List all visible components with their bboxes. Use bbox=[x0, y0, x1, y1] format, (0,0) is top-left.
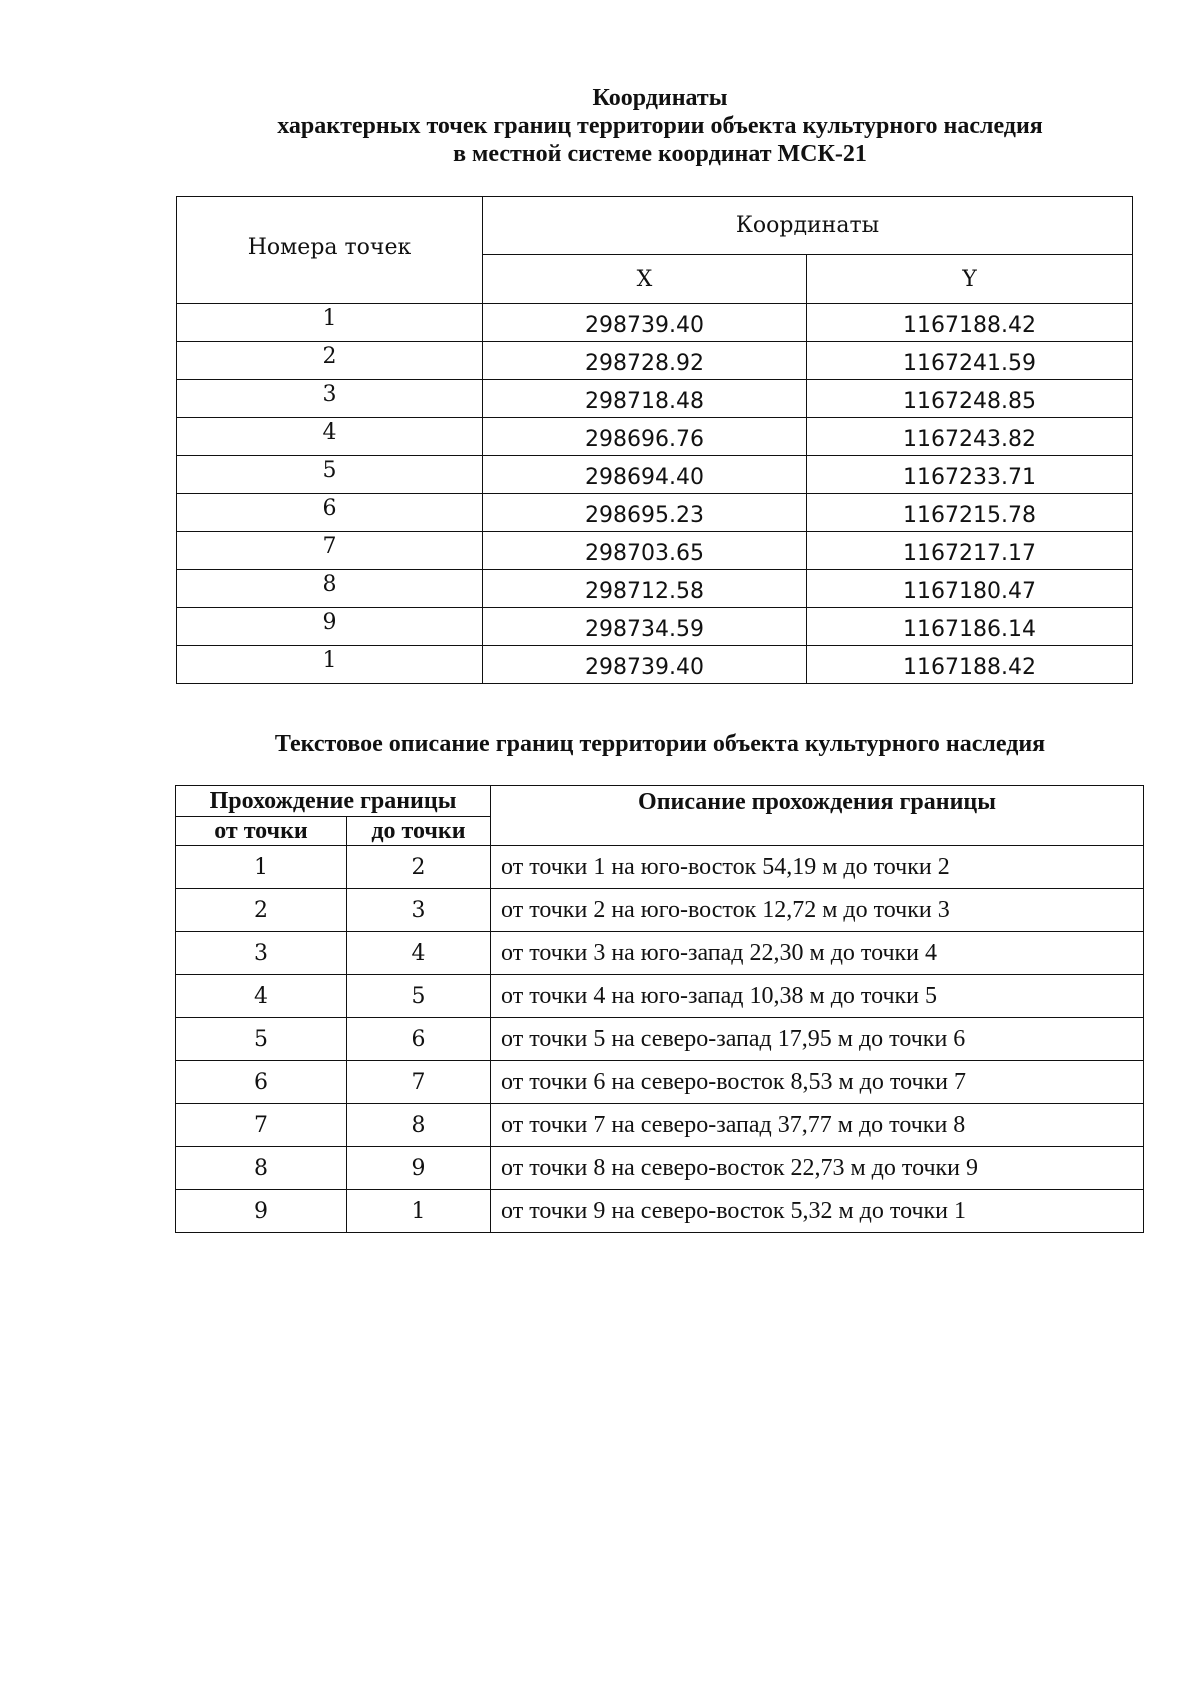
description-table-body bbox=[176, 846, 1144, 1233]
point-number-cell: 9 bbox=[177, 608, 483, 646]
header-boundary-passage: Прохождение границы bbox=[176, 786, 491, 817]
from-point-cell: 6 bbox=[176, 1061, 347, 1104]
table-row bbox=[177, 646, 1133, 684]
to-point-cell: 2 bbox=[347, 846, 491, 889]
x-coordinate-cell: 298696.76 bbox=[483, 418, 807, 456]
x-coordinate-cell: 298728.92 bbox=[483, 342, 807, 380]
document-title bbox=[0, 84, 1200, 168]
x-coordinate-cell: 298718.48 bbox=[483, 380, 807, 418]
from-point-cell: 5 bbox=[176, 1018, 347, 1061]
header-point-numbers: Номера точек bbox=[177, 197, 483, 304]
description-heading: Текстовое описание границ территории объекта культурного наследия bbox=[274, 731, 1046, 757]
table-row bbox=[177, 456, 1133, 494]
header-from-point: от точки bbox=[176, 817, 347, 846]
title-line-2: характерных точек границ территории объекта культурного наследия bbox=[277, 113, 1043, 139]
description-cell: от точки 6 на северо-восток 8,53 м до точки 7 bbox=[491, 1061, 1144, 1104]
to-point-cell: 8 bbox=[347, 1104, 491, 1147]
description-cell: от точки 4 на юго-запад 10,38 м до точки 5 bbox=[491, 975, 1144, 1018]
table-row bbox=[176, 1190, 1144, 1233]
y-coordinate-cell: 1167215.78 bbox=[807, 494, 1133, 532]
title-line-3: в местной системе координат МСК-21 bbox=[453, 141, 867, 167]
description-cell: от точки 5 на северо-запад 17,95 м до точки 6 bbox=[491, 1018, 1144, 1061]
title-line-1: Координаты bbox=[592, 85, 728, 111]
y-coordinate-cell: 1167233.71 bbox=[807, 456, 1133, 494]
coordinates-table-body bbox=[177, 304, 1133, 684]
table-row bbox=[177, 608, 1133, 646]
to-point-cell: 5 bbox=[347, 975, 491, 1018]
header-x: X bbox=[483, 255, 807, 304]
point-number-cell: 3 bbox=[177, 380, 483, 418]
from-point-cell: 2 bbox=[176, 889, 347, 932]
y-coordinate-cell: 1167241.59 bbox=[807, 342, 1133, 380]
table-row bbox=[176, 1061, 1144, 1104]
to-point-cell: 7 bbox=[347, 1061, 491, 1104]
header-passage-description: Описание прохождения границы bbox=[491, 786, 1144, 846]
header-y: Y bbox=[807, 255, 1133, 304]
header-to-point: до точки bbox=[347, 817, 491, 846]
point-number-cell: 2 bbox=[177, 342, 483, 380]
description-cell: от точки 9 на северо-восток 5,32 м до точки 1 bbox=[491, 1190, 1144, 1233]
y-coordinate-cell: 1167180.47 bbox=[807, 570, 1133, 608]
table-row bbox=[177, 532, 1133, 570]
table-row bbox=[176, 932, 1144, 975]
header-coordinates: Координаты bbox=[483, 197, 1133, 255]
from-point-cell: 4 bbox=[176, 975, 347, 1018]
point-number-cell: 5 bbox=[177, 456, 483, 494]
point-number-cell: 1 bbox=[177, 304, 483, 342]
table-row bbox=[177, 380, 1133, 418]
x-coordinate-cell: 298712.58 bbox=[483, 570, 807, 608]
x-coordinate-cell: 298734.59 bbox=[483, 608, 807, 646]
point-number-cell: 7 bbox=[177, 532, 483, 570]
from-point-cell: 3 bbox=[176, 932, 347, 975]
table-row bbox=[176, 1104, 1144, 1147]
from-point-cell: 7 bbox=[176, 1104, 347, 1147]
to-point-cell: 4 bbox=[347, 932, 491, 975]
description-cell: от точки 2 на юго-восток 12,72 м до точки 3 bbox=[491, 889, 1144, 932]
point-number-cell: 8 bbox=[177, 570, 483, 608]
table-row bbox=[176, 1018, 1144, 1061]
y-coordinate-cell: 1167186.14 bbox=[807, 608, 1133, 646]
x-coordinate-cell: 298739.40 bbox=[483, 304, 807, 342]
y-coordinate-cell: 1167188.42 bbox=[807, 304, 1133, 342]
x-coordinate-cell: 298695.23 bbox=[483, 494, 807, 532]
boundary-description-table bbox=[175, 785, 1144, 1233]
table-row bbox=[176, 889, 1144, 932]
table-row bbox=[176, 1147, 1144, 1190]
description-cell: от точки 8 на северо-восток 22,73 м до точки 9 bbox=[491, 1147, 1144, 1190]
from-point-cell: 9 bbox=[176, 1190, 347, 1233]
table-row bbox=[176, 975, 1144, 1018]
to-point-cell: 1 bbox=[347, 1190, 491, 1233]
point-number-cell: 6 bbox=[177, 494, 483, 532]
table-row bbox=[176, 846, 1144, 889]
description-cell: от точки 1 на юго-восток 54,19 м до точки 2 bbox=[491, 846, 1144, 889]
point-number-cell: 4 bbox=[177, 418, 483, 456]
to-point-cell: 9 bbox=[347, 1147, 491, 1190]
table-row bbox=[177, 418, 1133, 456]
x-coordinate-cell: 298703.65 bbox=[483, 532, 807, 570]
point-number-cell: 1 bbox=[177, 646, 483, 684]
from-point-cell: 1 bbox=[176, 846, 347, 889]
description-cell: от точки 7 на северо-запад 37,77 м до точки 8 bbox=[491, 1104, 1144, 1147]
x-coordinate-cell: 298739.40 bbox=[483, 646, 807, 684]
table-row bbox=[177, 342, 1133, 380]
to-point-cell: 6 bbox=[347, 1018, 491, 1061]
y-coordinate-cell: 1167188.42 bbox=[807, 646, 1133, 684]
y-coordinate-cell: 1167248.85 bbox=[807, 380, 1133, 418]
from-point-cell: 8 bbox=[176, 1147, 347, 1190]
table-row bbox=[177, 570, 1133, 608]
table-row bbox=[177, 494, 1133, 532]
description-cell: от точки 3 на юго-запад 22,30 м до точки 4 bbox=[491, 932, 1144, 975]
table-row bbox=[177, 304, 1133, 342]
coordinates-table bbox=[176, 196, 1133, 684]
y-coordinate-cell: 1167217.17 bbox=[807, 532, 1133, 570]
x-coordinate-cell: 298694.40 bbox=[483, 456, 807, 494]
y-coordinate-cell: 1167243.82 bbox=[807, 418, 1133, 456]
to-point-cell: 3 bbox=[347, 889, 491, 932]
